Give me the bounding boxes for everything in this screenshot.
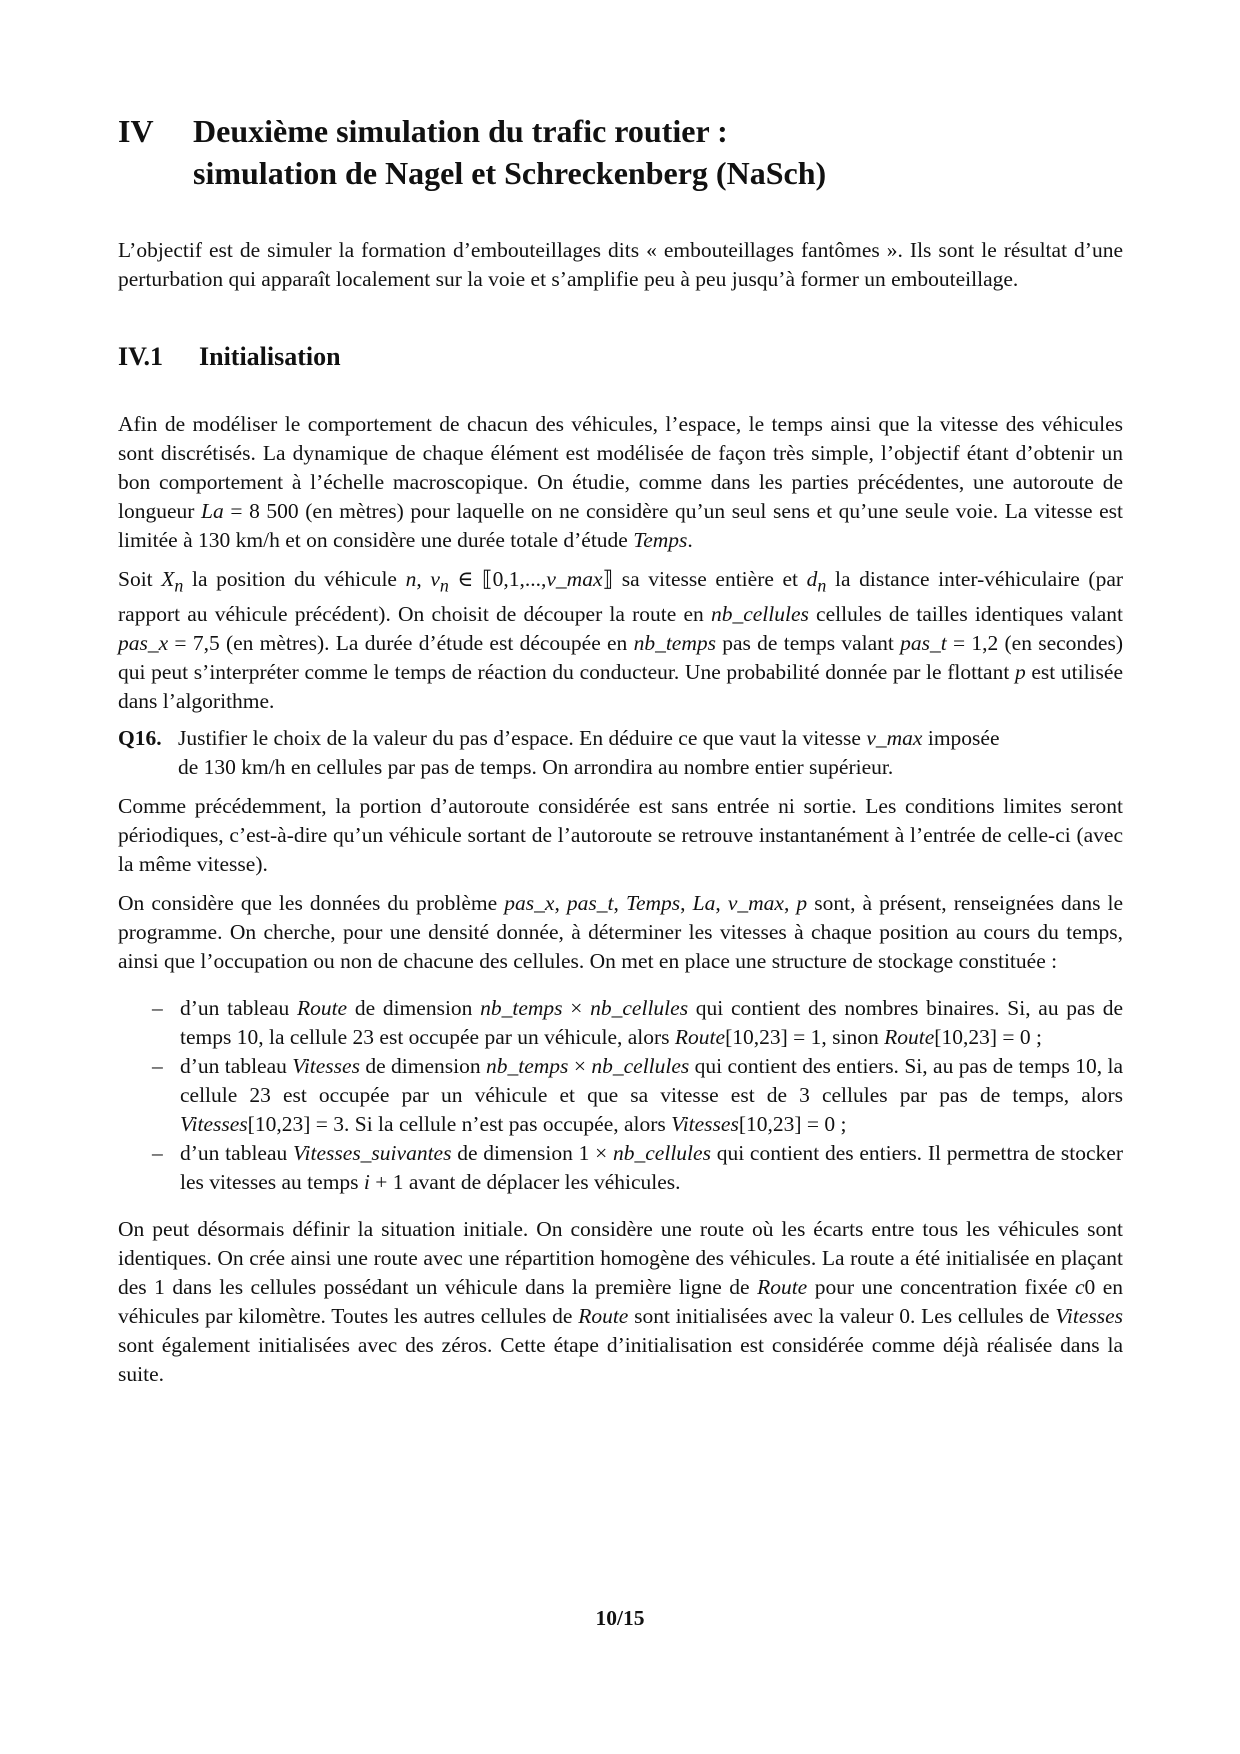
question-q16 [118, 724, 1123, 782]
subsection-title: Initialisation [199, 342, 341, 371]
list-item: – d’un tableau Route de dimension nb_temps × nb_cellules qui contient des nombres binaires. Si, au pas de temps 10, la cellule 23 est occupée par un véhicule, alors Route[10,23] = 1, sinon Route[10,23] = 0 ; [152, 996, 1123, 1050]
section-heading [118, 110, 1123, 194]
page-number: 10/15 [595, 1606, 645, 1630]
list-item: – d’un tableau Vitesses de dimension nb_temps × nb_cellules qui contient des entiers. Si, au pas de temps 10, la cellule 23 est occupée par un véhicule et que sa vitesse est de 3 cellules par pas de temps, alors Vitesses[10,23] = 3. Si la cellule n’est pas occupée, alors Vitesses[10,23] = 0 ; [152, 1054, 1123, 1137]
question-text: Justifier le choix de la valeur du pas d’espace. En déduire ce que vaut la vitesse v_max imposée de 130 km/h en cellules par pas de temps. On arrondira au nombre entier supérieur. [178, 726, 1000, 780]
page-content [118, 110, 1123, 1389]
paragraph-discretisation: Afin de modéliser le comportement de chacun des véhicules, l’espace, le temps ainsi que la vitesse des véhicules sont discrétisés. La dynamique de chaque élément est modélisée de façon très simple, l’objectif étant d’obtenir un bon comportement à l’échelle macroscopique. On étudie, comme dans les parties précédentes, une autoroute de longueur La = 8 500 (en mètres) pour laquelle on ne considère qu’un seul sens et qu’une seule voie. La vitesse est limitée à 130 km/h et on considère une durée totale d’étude Temps. [118, 412, 1123, 552]
list-item: – d’un tableau Vitesses_suivantes de dimension 1 × nb_cellules qui contient des entiers. Il permettra de stocker les vitesses au temps i + 1 avant de déplacer les véhicules. [152, 1141, 1123, 1195]
paragraph-data-structure: On considère que les données du problème pas_x, pas_t, Temps, La, v_max, p sont, à présent, renseignées dans le programme. On cherche, pour une densité donnée, à déterminer les vitesses à chaque position au cours du temps, ainsi que l’occupation ou non de chacune des cellules. On met en place une structure de stockage constituée : [118, 891, 1124, 974]
subsection-heading [118, 340, 1123, 374]
intro-paragraph: L’objectif est de simuler la formation d’embouteillages dits « embouteillages fantômes ». Ils sont le résultat d’une perturbation qui apparaît localement sur la voie et s’amplifie peu à peu jusqu’à former un embouteillage. [118, 238, 1123, 291]
question-label: Q16. [118, 726, 162, 751]
paragraph-initial-state: On peut désormais définir la situation initiale. On considère une route où les écarts entre tous les véhicules sont identiques. On crée ainsi une route avec une répartition homogène des véhicules. La route a été initialisée en plaçant des 1 dans les cellules possédant un véhicule dans la première ligne de Route pour une concentration fixée c0 en véhicules par kilomètre. Toutes les autres cellules de Route sont initialisées avec la valeur 0. Les cellules de Vitesses sont également initialisées avec des zéros. Cette étape d’initialisation est considérée comme déjà réalisée dans la suite. [118, 1217, 1124, 1387]
paragraph-boundary: Comme précédemment, la portion d’autoroute considérée est sans entrée ni sortie. Les conditions limites seront périodiques, c’est-à-dire qu’un véhicule sortant de l’autoroute se retrouve instantanément à l’entrée de celle-ci (avec la même vitesse). [118, 794, 1123, 877]
subsection-number: IV.1 [118, 342, 164, 371]
section-number: IV [118, 113, 154, 149]
section-title [193, 110, 1123, 194]
paragraph-notation: Soit $X_n$ la position du véhicule n, $v_n$ ∈ ⟦0,1,...,v_max⟧ sa vitesse entière et $d_n$ la distance inter-véhiculaire (par rapport au véhicule précédent). On choisit de découper la route en nb_cellules cellules de tailles identiques valant pas_x = 7,5 (en mètres). La durée d’étude est découpée en nb_temps pas de temps valant pas_t = 1,2 (en secondes) qui peut s’interpréter comme le temps de réaction du conducteur. Une probabilité donnée par le flottant p est utilisée dans l’algorithme. [118, 567, 1124, 714]
section-title-line1: Deuxième simulation du trafic routier : [193, 113, 728, 149]
storage-list [118, 994, 1123, 1197]
section-title-line2: simulation de Nagel et Schreckenberg (NaSch) [193, 155, 827, 191]
